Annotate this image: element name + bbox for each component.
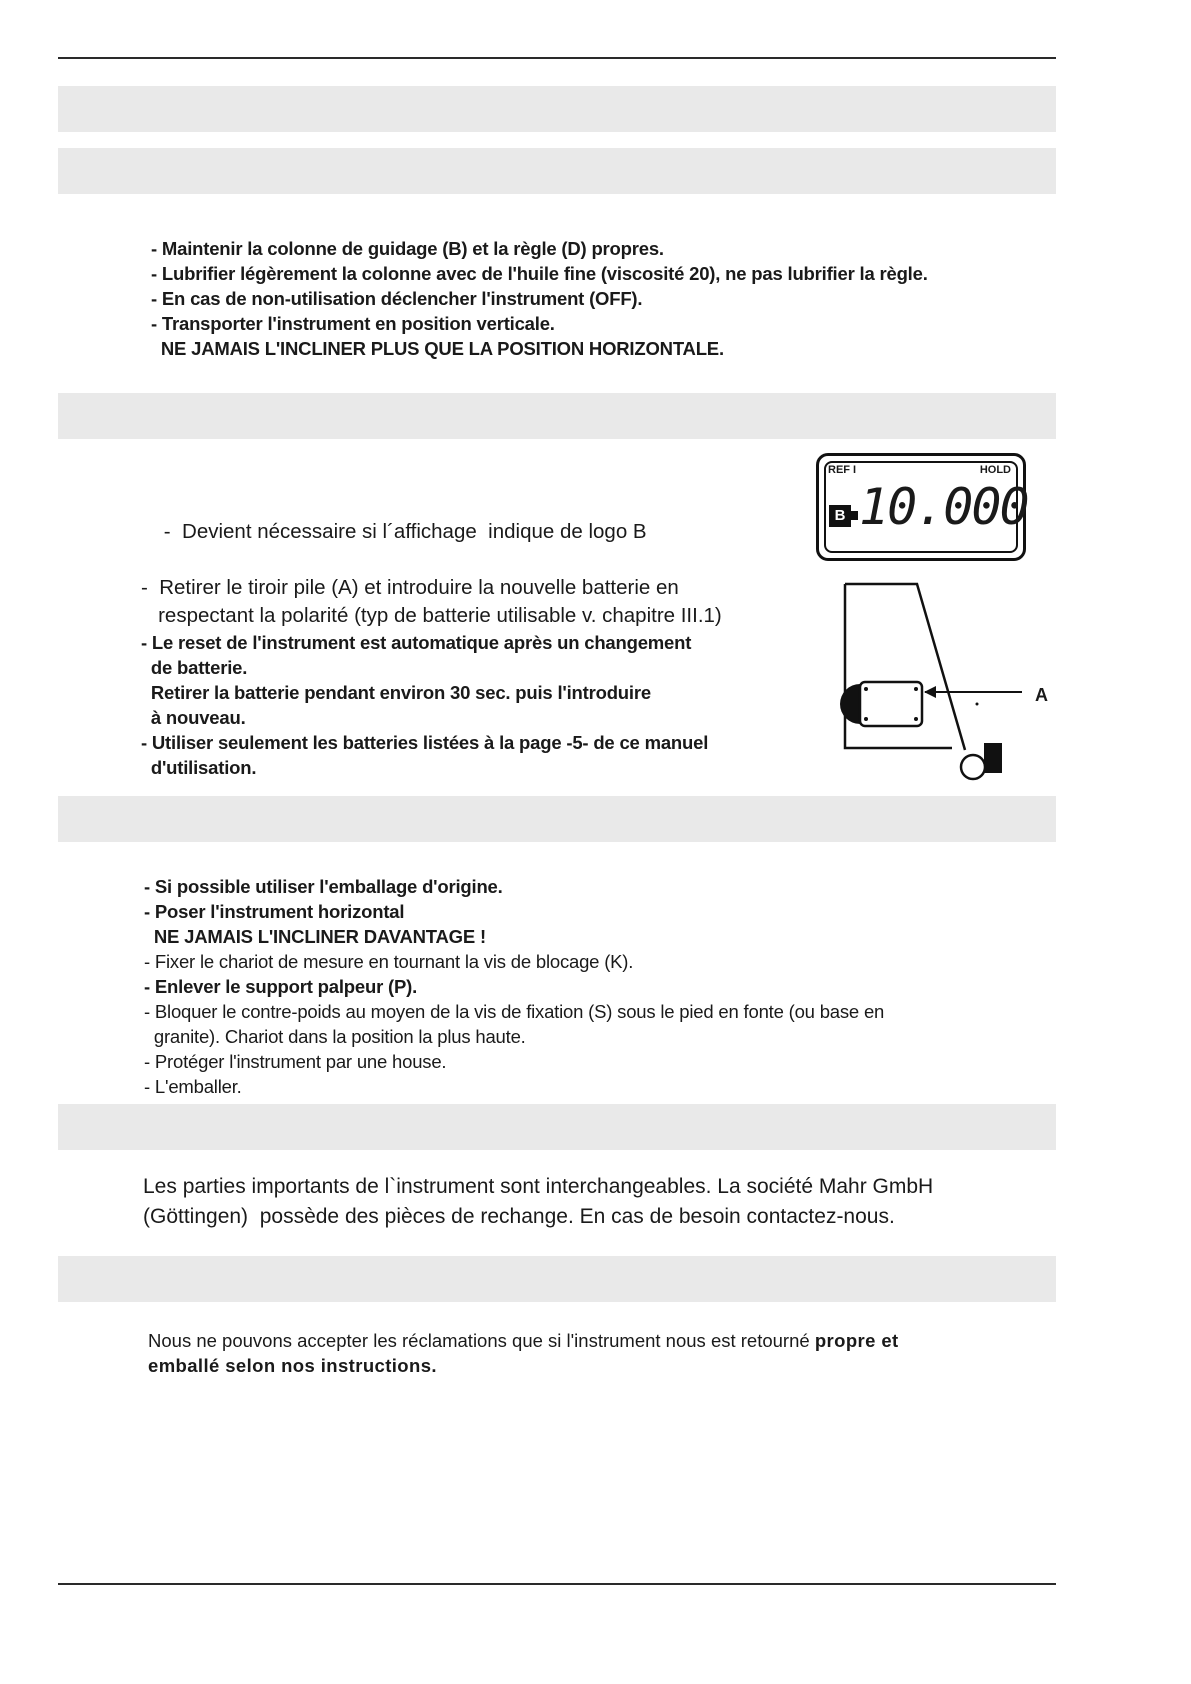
text-line: - Lubrifier légèrement la colonne avec de l'huile fine (viscosité 20), ne pas lubrifier la règle. (151, 263, 928, 284)
text-line: emballé selon nos instructions. (148, 1355, 437, 1376)
text-line (148, 1328, 899, 1353)
clamp-block (984, 743, 1002, 773)
text-line: NE JAMAIS L'INCLINER PLUS QUE LA POSITION HORIZONTALE. (151, 338, 724, 359)
pointer-arrowhead (924, 686, 936, 698)
section-header-bar (58, 796, 1056, 842)
text-line: granite). Chariot dans la position la plus haute. (144, 1026, 526, 1047)
text-line: à nouveau. (141, 707, 246, 728)
text-line: - Transporter l'instrument en position verticale. (151, 313, 555, 334)
drawer-knob (840, 684, 860, 724)
transport-instructions (144, 874, 884, 1099)
text-line: - Fixer le chariot de mesure en tournant la vis de blocage (K). (144, 951, 634, 972)
clamp-ring (961, 755, 985, 779)
section-header-bar (58, 1256, 1056, 1302)
display-value: 10.000 (859, 478, 1028, 536)
battery-drawer (860, 682, 922, 726)
care-instructions (151, 236, 928, 361)
text-line: - Enlever le support palpeur (P). (144, 976, 418, 997)
section-header-bar (58, 1104, 1056, 1150)
text-line: d'utilisation. (141, 757, 257, 778)
spare-parts-text (143, 1172, 933, 1232)
drawer-dot (864, 717, 868, 721)
battery-drawer-figure (830, 580, 1030, 785)
drawer-dot (914, 687, 918, 691)
top-rule (58, 57, 1056, 59)
battery-terminal-icon (851, 511, 858, 520)
text-line: - L'emballer. (144, 1076, 242, 1097)
text-line: - Poser l'instrument horizontal (144, 901, 405, 922)
drawer-dot (976, 703, 979, 706)
text-line: - Utiliser seulement les batteries listées à la page -5- de ce manuel (141, 732, 709, 753)
hold-indicator: HOLD (979, 464, 1011, 476)
text-line: - Retirer le tiroir pile (A) et introduire la nouvelle batterie en (141, 576, 679, 599)
section-header-bar (58, 86, 1056, 132)
drawer-dot (864, 687, 868, 691)
section-header-bar (58, 393, 1056, 439)
text-line: - Bloquer le contre-poids au moyen de la vis de fixation (S) sous le pied en fonte (ou base en (144, 1001, 885, 1022)
battery-instructions (141, 490, 722, 780)
text-line: - Maintenir la colonne de guidage (B) et la règle (D) propres. (151, 238, 664, 259)
text-line: - Le reset de l'instrument est automatique après un changement (141, 632, 692, 653)
text-line: respectant la polarité (typ de batterie utilisable v. chapitre III.1) (141, 604, 722, 627)
text-line: Retirer la batterie pendant environ 30 sec. puis l'introduire (141, 682, 651, 703)
claims-normal-text: Nous ne pouvons accepter les réclamations que si l'instrument nous est retourné (148, 1330, 815, 1351)
text-line: - Protéger l'instrument par une house. (144, 1051, 447, 1072)
text-line: Les parties importants de l`instrument sont interchangeables. La société Mahr GmbH (143, 1175, 934, 1198)
bottom-rule (58, 1583, 1056, 1585)
text-line: de batterie. (141, 657, 248, 678)
figure-label-a: A (1035, 685, 1048, 705)
claims-bold-text: propre et (814, 1330, 899, 1351)
text-line: - Si possible utiliser l'emballage d'origine. (144, 876, 503, 897)
text-line (141, 490, 722, 574)
lcd-display (816, 453, 1026, 561)
claims-text (148, 1328, 899, 1378)
text-line: (Göttingen) possède des pièces de rechange. En cas de besoin contactez-nous. (143, 1205, 895, 1228)
battery-logo-icon: B (829, 505, 851, 527)
ref-indicator: REF I (828, 464, 857, 476)
text-line-main: - Devient nécessaire si l´affichage indique de logo B (163, 520, 647, 543)
section-header-bar (58, 148, 1056, 194)
text-line: - En cas de non-utilisation déclencher l'instrument (OFF). (151, 288, 643, 309)
text-line: NE JAMAIS L'INCLINER DAVANTAGE ! (144, 926, 486, 947)
drawer-dot (914, 717, 918, 721)
